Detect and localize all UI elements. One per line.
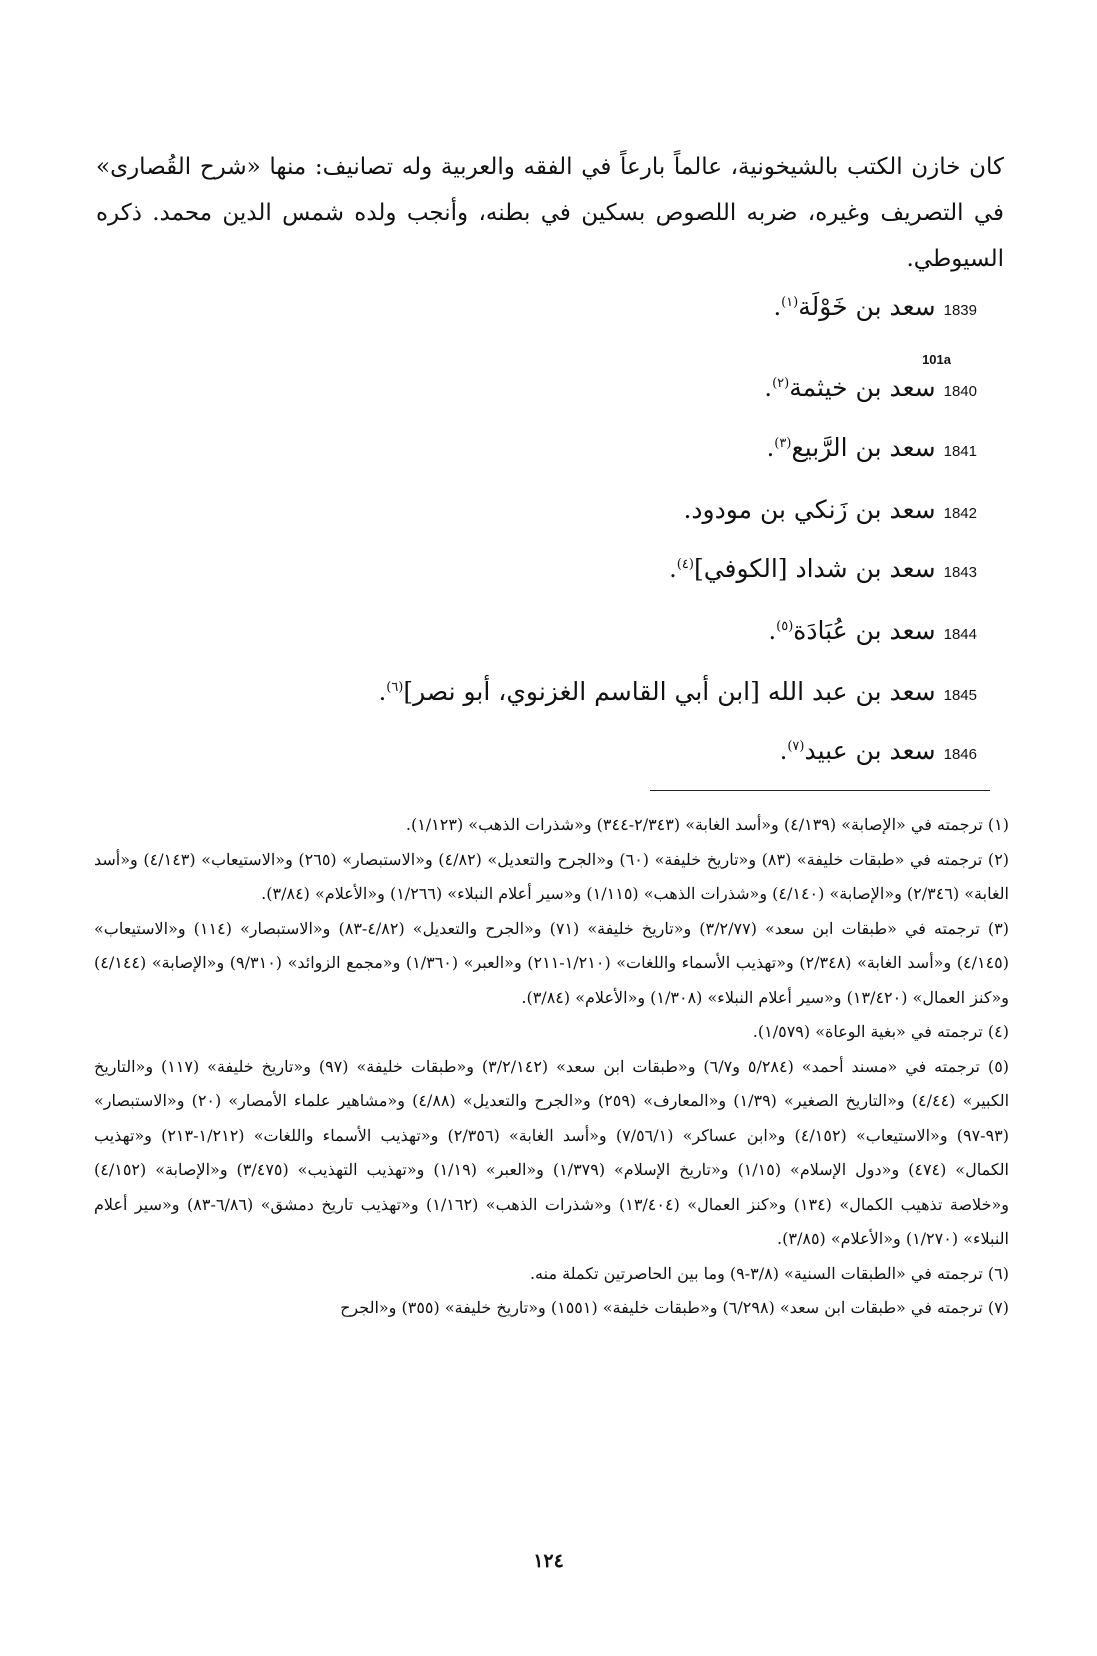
entry-1840 bbox=[77, 366, 977, 410]
entry-name: سعد بن خيثمة bbox=[789, 373, 936, 402]
entry-name: سعد بن عبيد bbox=[804, 736, 936, 765]
entry-number: 1843 bbox=[943, 564, 977, 581]
entry-number: 1840 bbox=[943, 383, 977, 400]
footnote-ref[interactable]: (٦) bbox=[386, 680, 404, 695]
entry-name: سعد بن الرَّبيع bbox=[791, 433, 936, 462]
entry-tail: . bbox=[773, 293, 782, 321]
entry-tail: . bbox=[766, 434, 775, 462]
footnote-5: (٥) ترجمته في «مسند أحمد» (٥/٢٨٤ و٦/٧) و«طبقات ابن سعد» (٣/٢/١٤٢) و«طبقات خليفة» (٩٧) و«تاريخ خليفة» (١١٧) و«التاريخ الكبير» (٤/٤٤) و«التاريخ الصغير» (١/٣٩) و«المعارف» (٢٥٩) و«الجرح والتعديل» (٤/٨٨) و«مشاهير علماء الأمصار» (٢٠) و«الاستبصار» (٩٣-٩٧) و«الاستيعاب» (٤/١٥٢) و«ابن عساكر» (٧/٥٦/١) و«أسد الغابة» (٢/٣٥٦) و«تهذيب الأسماء واللغات» (١/٢١٢-٢١٣) و«تهذيب الكمال» (٤٧٤) و«دول الإسلام» (١/١٥) و«تاريخ الإسلام» (١/٣٧٩) و«العبر» (١/١٩) و«تهذيب التهذيب» (٣/٤٧٥) و«الإصابة» (٤/١٥٢) و«خلاصة تذهيب الكمال» (١٣٤) و«كنز العمال» (١٣/٤٠٤) و«شذرات الذهب» (١/١٦٢) و«تهذيب تاريخ دمشق» (٦/٨٦-٨٣) و«سير أعلام النبلاء» (١/٢٧٠) و«الأعلام» (٣/٨٥). bbox=[94, 1056, 1010, 1248]
entry-1843 bbox=[77, 547, 977, 591]
intro-paragraph: كان خازن الكتب بالشيخونية، عالماً بارعاً في الفقه والعربية وله تصانيف: منها «شرح القُصارى» في التصريف وغيره، ضربه اللصوص بسكين في بطنه، وأنجب ولده شمس الدين محمد. ذكره السيوطي. bbox=[96, 154, 1004, 272]
footnote-1: (١) ترجمته في «الإصابة» (٤/١٣٩) و«أسد الغابة» (٢/٣٤٣-٣٤٤) و«شذرات الذهب» (١/١٢٣). bbox=[405, 815, 1009, 834]
entry-number: 1846 bbox=[943, 746, 977, 763]
entry-1839 bbox=[77, 285, 977, 329]
footnote-separator bbox=[650, 790, 990, 791]
page-number: ١٢٤ bbox=[533, 1550, 564, 1572]
folio-marker: 101a bbox=[922, 352, 951, 367]
entry-number: 1845 bbox=[943, 687, 977, 704]
entry-1845 bbox=[77, 670, 977, 714]
entry-tail: . bbox=[669, 555, 677, 583]
footnote-ref[interactable]: (٢) bbox=[772, 376, 790, 391]
entry-1842 bbox=[77, 488, 977, 532]
entry-1846 bbox=[77, 729, 977, 773]
entry-number: 1839 bbox=[943, 302, 977, 319]
entry-name: سعد بن عبد الله [ابن أبي القاسم الغزنوي، أبو نصر] bbox=[403, 677, 936, 706]
entry-tail: . bbox=[378, 678, 387, 706]
footnote-ref[interactable]: (٥) bbox=[776, 619, 794, 634]
entry-number: 1842 bbox=[943, 505, 977, 522]
entry-number: 1841 bbox=[943, 443, 977, 460]
entry-number: 1844 bbox=[943, 626, 977, 643]
footnote-ref[interactable]: (٤) bbox=[676, 557, 694, 572]
entry-tail: . bbox=[779, 737, 788, 765]
footnote-ref[interactable]: (١) bbox=[781, 295, 799, 310]
footnote-ref[interactable]: (٧) bbox=[787, 739, 805, 754]
entry-tail: . bbox=[764, 374, 773, 402]
footnote-ref[interactable]: (٣) bbox=[774, 436, 792, 451]
entry-1844 bbox=[77, 609, 977, 653]
entry-name: سعد بن عُبَادَة bbox=[793, 616, 936, 645]
entry-1841 bbox=[77, 426, 977, 470]
footnotes bbox=[94, 808, 1009, 1326]
footnote-7: (٧) ترجمته في «طبقات ابن سعد» (٦/٢٩٨) و«طبقات خليفة» (١٥٥١) و«تاريخ خليفة» (٣٥٥) و«الجرح bbox=[340, 1298, 1009, 1317]
entry-tail: . bbox=[768, 617, 777, 645]
entry-name: سعد بن خَوْلَة bbox=[798, 292, 936, 321]
entry-name: سعد بن شداد [الكوفي] bbox=[693, 554, 936, 583]
entry-name: سعد بن زَنكي بن مودود. bbox=[683, 495, 936, 524]
footnote-4: (٤) ترجمته في «بغية الوعاة» (١/٥٧٩). bbox=[752, 1022, 1009, 1041]
footnote-3: (٣) ترجمته في «طبقات ابن سعد» (٣/٢/٧٧) و«تاريخ خليفة» (٧١) و«الجرح والتعديل» (٤/٨٢-٨٣) و«الاستبصار» (١١٤) و«الاستيعاب» (٤/١٤٥) و«أسد الغابة» (٢/٣٤٨) و«تهذيب الأسماء واللغات» (١/٢١٠-٢١١) و«العبر» (١/٣٦٠) و«مجمع الزوائد» (٩/٣١٠) و«الإصابة» (٤/١٤٤) و«كنز العمال» (١٣/٤٢٠) و«سير أعلام النبلاء» (١/٣٠٨) و«الأعلام» (٣/٨٤). bbox=[94, 918, 1010, 1007]
footnote-2: (٢) ترجمته في «طبقات خليفة» (٨٣) و«تاريخ خليفة» (٦٠) و«الجرح والتعديل» (٤/٨٢) و«الاستبصار» (٢٦٥) و«الاستيعاب» (٤/١٤٣) و«أسد الغابة» (٢/٣٤٦) و«الإصابة» (٤/١٤٠) و«شذرات الذهب» (١/١١٥) و«سير أعلام النبلاء» (١/٢٦٦) و«الأعلام» (٣/٨٤). bbox=[94, 849, 1010, 903]
footnote-6: (٦) ترجمته في «الطبقات السنية» (٣/٨-٩) وما بين الحاصرتين تكملة منه. bbox=[529, 1263, 1009, 1283]
